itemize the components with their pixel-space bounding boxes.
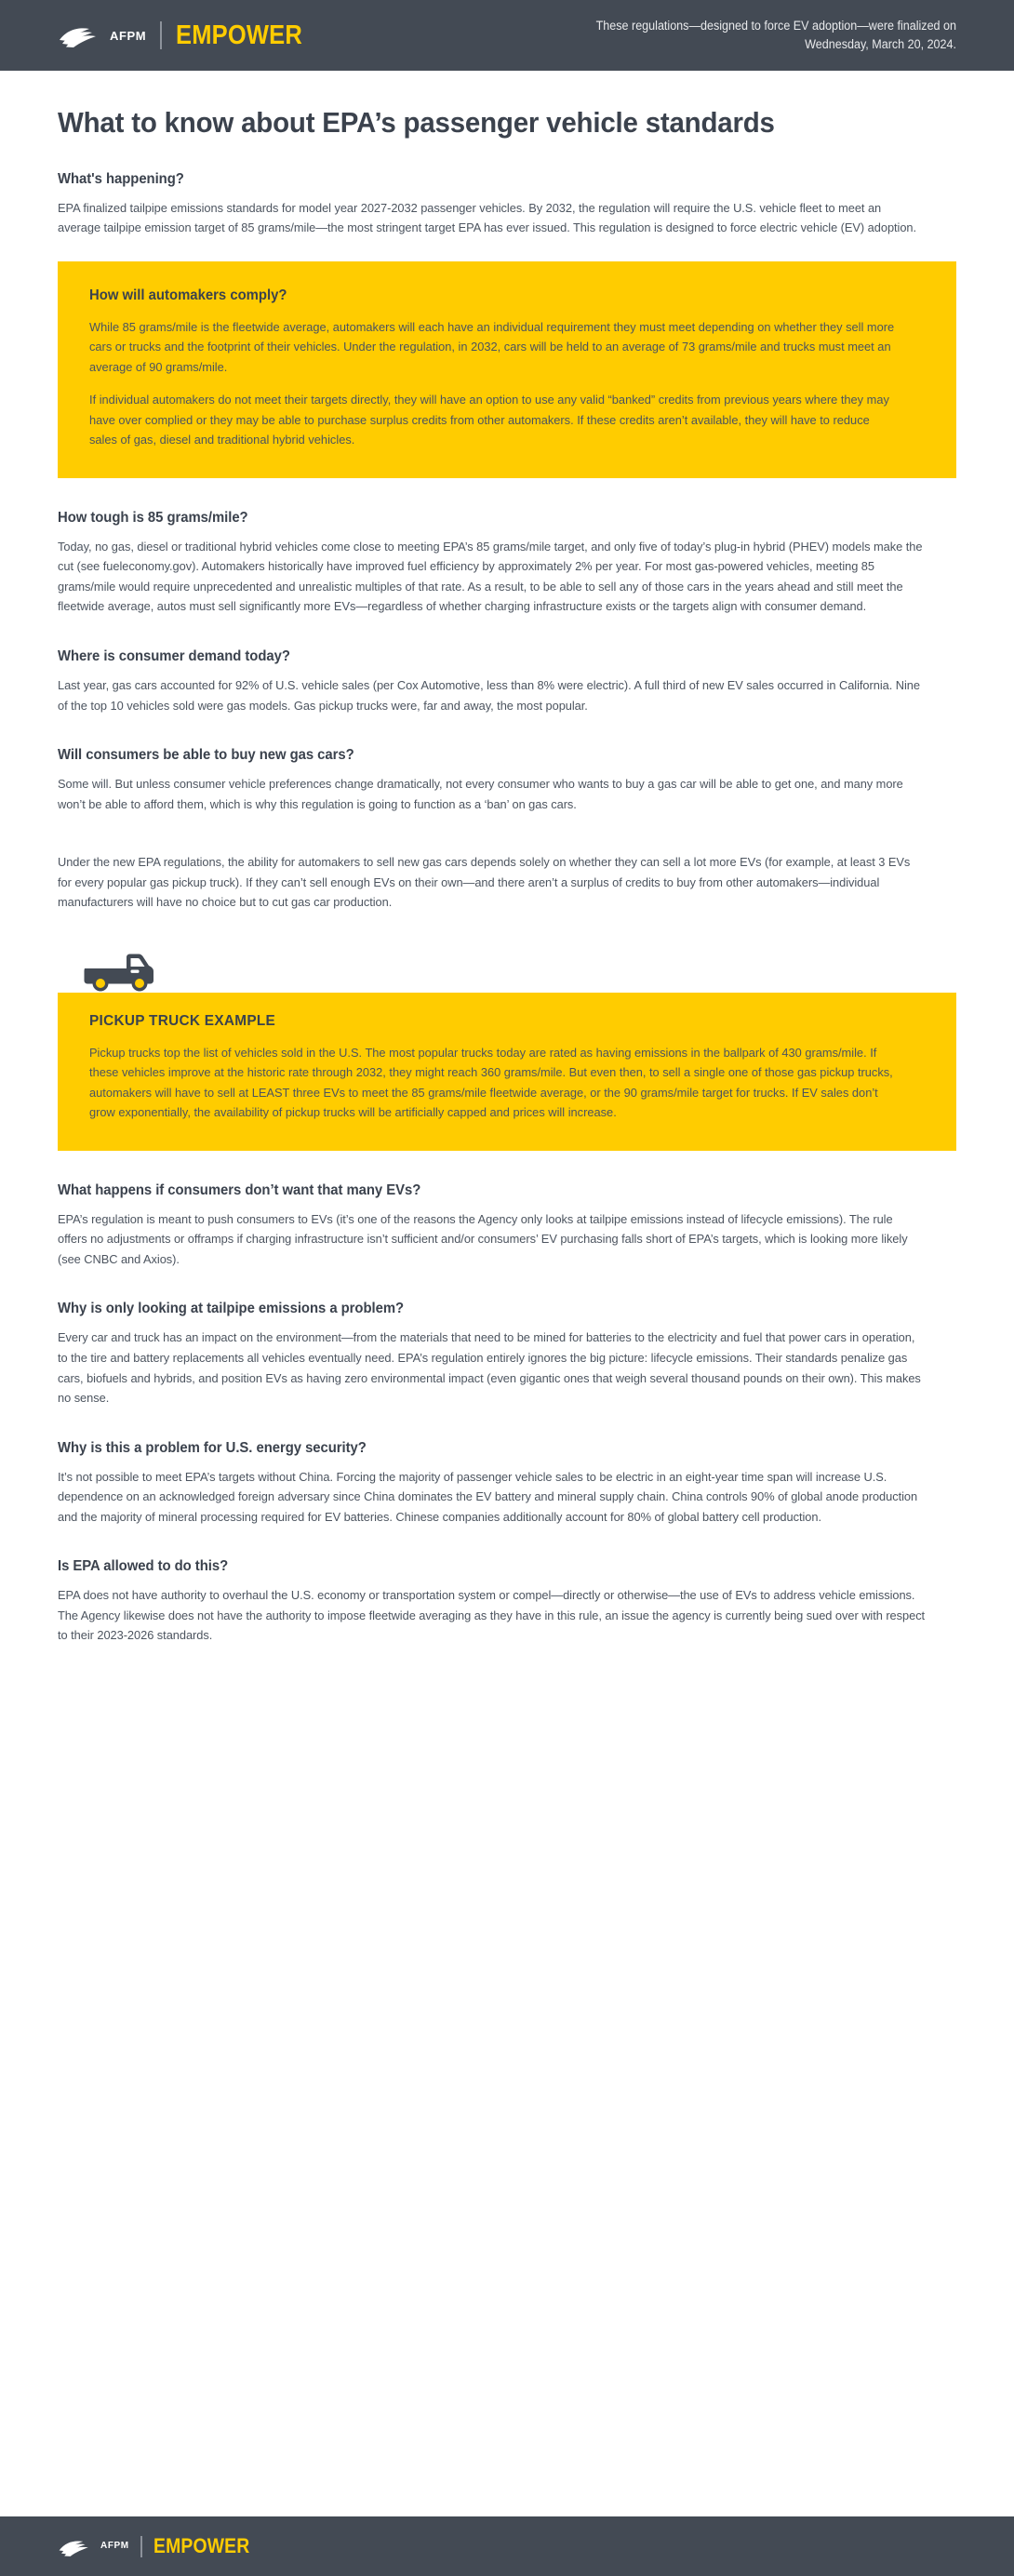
empower-wordmark-footer: EMPOWER (153, 2534, 250, 2557)
brand-divider (140, 2536, 142, 2557)
document-body (0, 106, 1014, 1646)
header-brand-lockup[interactable] (58, 21, 320, 49)
section-whats-happening (58, 171, 956, 238)
page-header (0, 0, 1014, 71)
section-paragraph: It’s not possible to meet EPA’s targets without China. Forcing the majority of passenger vehicle sales to be electric in an eight-year time span will increase U.S. dependence on an acknowledged foreign adversary since China dominates the EV battery and mineral supply chain. China controls 90% of global anode production and the majority of mineral processing required for EV batteries. Chinese companies additionally account for 80% of global battery cell production. (58, 1469, 918, 1524)
section-heading: Where is consumer demand today? (58, 648, 290, 665)
page-footer (0, 2516, 1014, 2576)
afpm-waves-icon (58, 23, 104, 47)
section-how-tough (58, 510, 956, 617)
section-heading: Will consumers be able to buy new gas cars? (58, 747, 354, 764)
page-title: What to know about EPA’s passenger vehicle standards (58, 106, 775, 139)
callout-paragraph: If individual automakers do not meet their targets directly, they will have an option to use any valid “banked” credits from previous years where they may have over complied or they may be able to purchase surplus credits from other automakers. If these credits aren’t available, they will have to reduce sales of gas, diesel and traditional hybrid vehicles. (89, 393, 889, 447)
pickup-truck-icon (82, 950, 156, 993)
afpm-wordmark: AFPM (110, 28, 147, 43)
section-heading: Why is this a problem for U.S. energy security? (58, 1439, 367, 1456)
section-paragraph: Last year, gas cars accounted for 92% of U.S. vehicle sales (per Cox Automotive, less than 8% were electric). A full third of new EV sales occurred in California. Nine of the top 10 vehicles sold were gas models. Gas pickup trucks were, far and away, the most popular. (58, 678, 920, 713)
section-heading: Is EPA allowed to do this? (58, 1558, 229, 1575)
section-heading: How tough is 85 grams/mile? (58, 509, 248, 526)
section-consumer-demand (58, 648, 956, 715)
section-consumers-dont-want-evs (58, 1182, 956, 1270)
callout-heading: How will automakers comply? (89, 287, 287, 303)
section-paragraph: EPA finalized tailpipe emissions standards for model year 2027-2032 passenger vehicles. By 2032, the regulation will require the U.S. vehicle fleet to meet an average tailpipe emission target of 85 grams/mile—the most stringent target EPA has ever issued. This regulation is designed to force electric vehicle (EV) adoption. (58, 200, 917, 235)
section-paragraph: EPA does not have authority to overhaul the U.S. economy or transportation system or compel—directly or otherwise—the use of EVs to address vehicle emissions. The Agency likewise does not have the authority to impose fleetwide averaging as they have in this rule, an issue the agency is currently being sued over with respect to their 2023-2026 standards. (58, 1588, 926, 1643)
header-note: These regulations—designed to force EV adoption—were finalized on Wednesday, March 20, 2024. (595, 19, 956, 51)
section-tailpipe-problem (58, 1301, 956, 1408)
afpm-logo[interactable] (58, 23, 146, 47)
paragraph-gap (58, 824, 956, 852)
section-energy-security (58, 1440, 956, 1528)
section-paragraph: EPA’s regulation is meant to push consumers to EVs (it’s one of the reasons the Agency only looks at tailpipe emissions instead of lifecycle emissions). The rule offers no adjustments or offramps if charging infrastructure isn’t sufficient and/or consumers’ EV purchasing falls short of EPA’s targets, which is looking more likely (see CNBC and Axios). (58, 1211, 908, 1266)
section-heading: What's happening? (58, 170, 184, 187)
afpm-wordmark-footer: AFPM (100, 2541, 129, 2551)
section-paragraph: Every car and truck has an impact on the environment—from the materials that need to be mined for batteries to the electricity and fuel that power cars in operation, to the tire and battery replacements all vehicles eventually need. EPA’s regulation entirely ignores the big picture: lifecycle emissions. Their standards penalize gas cars, biofuels and hybrids, and position EVs as having zero environmental impact (even gigantic ones that weigh several thousand pounds on their own). This makes no sense. (58, 1330, 921, 1406)
section-buy-new-gas-cars (58, 747, 956, 913)
section-epa-authority (58, 1558, 956, 1646)
section-heading: What happens if consumers don’t want that many EVs? (58, 1181, 421, 1198)
callout-paragraph: While 85 grams/mile is the fleetwide average, automakers will each have an individual requirement they must meet depending on whether they sell more cars or trucks and the footprint of their vehicles. Under the regulation, in 2032, cars will be held to an average of 73 grams/mile and trucks must meet an average of 90 grams/mile. (89, 319, 895, 374)
section-paragraph: Today, no gas, diesel or traditional hybrid vehicles come close to meeting EPA’s 85 grams/mile target, and only five of today’s plug-in hybrid (PHEV) models make the cut (see fueleconomy.gov). Automakers historically have improved fuel efficiency by approximately 2% per year. For most gas-powered vehicles, meeting 85 grams/mile would require unprecedented and unrealistic multiples of that rate. As a result, to be able to sell any of those cars in the years ahead and still meet the fleetwide average, autos must sell significantly more EVs—regardless of whether charging infrastructure exists or the targets align with consumer demand. (58, 539, 923, 614)
empower-wordmark: EMPOWER (176, 20, 303, 50)
footer-brand-lockup[interactable] (58, 2536, 262, 2557)
callout-pickup-truck-example (58, 993, 956, 1151)
section-heading: Why is only looking at tailpipe emissions a problem? (58, 1301, 405, 1317)
pickup-truck-icon-block (58, 950, 956, 993)
callout-heading: PICKUP TRUCK EXAMPLE (89, 1012, 276, 1029)
callout-automaker-compliance (58, 261, 956, 478)
callout-paragraph: Pickup trucks top the list of vehicles sold in the U.S. The most popular trucks today are rated as having emissions in the ballpark of 430 grams/mile. If these vehicles improve at the historic rate through 2032, they might reach 360 grams/mile. But even then, to sell a single one of those gas pickup trucks, automakers will have to sell at LEAST three EVs to meet the 85 grams/mile fleetwide average, or the 90 grams/mile target for trucks. If EV sales don’t grow exponentially, the availability of pickup trucks will be artificially capped and prices will increase. (89, 1045, 893, 1120)
section-paragraph: Under the new EPA regulations, the ability for automakers to sell new gas cars depends solely on whether they can sell a lot more EVs (for example, at least 3 EVs for every popular gas pickup truck). If they can’t sell enough EVs on their own—and there aren’t a surplus of credits to buy from other automakers—individual manufacturers will have no choice but to cut gas car production. (58, 855, 911, 910)
afpm-logo-footer[interactable] (58, 2537, 129, 2556)
afpm-waves-icon (58, 2537, 95, 2556)
section-paragraph: Some will. But unless consumer vehicle preferences change dramatically, not every consumer who wants to buy a gas car will be able to get one, and many more won’t be able to afford them, which is why this regulation is going to function as a ‘ban’ on gas cars. (58, 777, 903, 811)
brand-divider (160, 21, 162, 49)
